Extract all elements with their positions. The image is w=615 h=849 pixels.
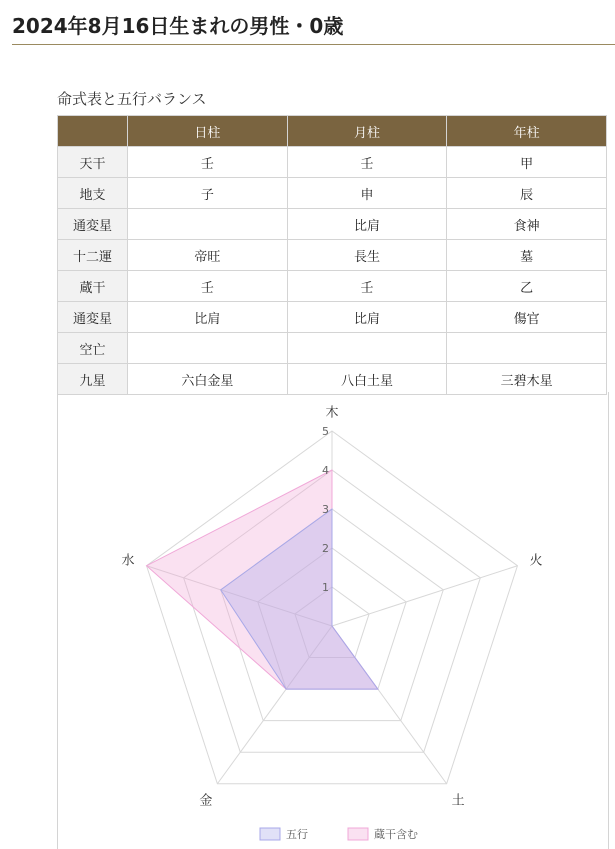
legend-swatch: [348, 828, 368, 840]
header-day-pillar: 日柱: [128, 116, 288, 147]
table-row: [58, 333, 607, 364]
header-year-pillar: 年柱: [447, 116, 607, 147]
tick-label: 2: [322, 542, 329, 555]
table-row: [58, 240, 607, 271]
table-cell: 六白金星: [128, 364, 288, 395]
table-cell: 申: [287, 178, 447, 209]
grid-spoke: [332, 566, 517, 626]
page-title: 2024年8月16日生まれの男性・0歳: [12, 14, 344, 38]
table-cell: [128, 209, 288, 240]
table-cell: 食神: [447, 209, 607, 240]
table-cell: 長生: [287, 240, 447, 271]
tick-label: 4: [322, 464, 329, 477]
table-row: [58, 147, 607, 178]
row-label: 蔵干: [58, 271, 128, 302]
row-label: 十二運: [58, 240, 128, 271]
section-label: 命式表と五行バランス: [57, 90, 207, 108]
category-label: 火: [529, 553, 543, 569]
legend-label: 蔵干含む: [374, 828, 418, 841]
row-label: 通変星: [58, 302, 128, 333]
table-cell: 甲: [447, 147, 607, 178]
table-row: [58, 271, 607, 302]
table-cell: [287, 333, 447, 364]
tick-label: 3: [322, 503, 329, 516]
table-cell: 三碧木星: [447, 364, 607, 395]
table-cell: 墓: [447, 240, 607, 271]
category-label: 水: [121, 553, 135, 569]
table-cell: 乙: [447, 271, 607, 302]
table-cell: 壬: [128, 271, 288, 302]
legend-label: 五行: [286, 828, 308, 841]
table-cell: 比肩: [128, 302, 288, 333]
row-label: 地支: [58, 178, 128, 209]
table-cell: 八白土星: [287, 364, 447, 395]
tick-label: 1: [322, 581, 329, 594]
category-label: 土: [451, 793, 465, 809]
legend-swatch: [260, 828, 280, 840]
header-corner: [58, 116, 128, 147]
table-row: [58, 364, 607, 395]
table-cell: 比肩: [287, 209, 447, 240]
title-divider: [12, 44, 615, 45]
category-label: 木: [325, 405, 339, 421]
row-label: 天干: [58, 147, 128, 178]
row-label: 通変星: [58, 209, 128, 240]
table-row: [58, 302, 607, 333]
category-label: 金: [199, 793, 213, 809]
table-row: [58, 178, 607, 209]
row-label: 空亡: [58, 333, 128, 364]
table-cell: 辰: [447, 178, 607, 209]
table-cell: 壬: [128, 147, 288, 178]
table-row: [58, 209, 607, 240]
table-cell: 壬: [287, 147, 447, 178]
table-cell: 帝旺: [128, 240, 288, 271]
table-cell: [128, 333, 288, 364]
table-cell: 傷官: [447, 302, 607, 333]
table-cell: 子: [128, 178, 288, 209]
radar-chart: [57, 392, 607, 849]
tick-label: 5: [322, 425, 329, 438]
table-cell: 比肩: [287, 302, 447, 333]
table-cell: 壬: [287, 271, 447, 302]
meishiki-table: [57, 115, 607, 395]
table-header-row: [58, 116, 607, 147]
row-label: 九星: [58, 364, 128, 395]
table-cell: [447, 333, 607, 364]
header-month-pillar: 月柱: [287, 116, 447, 147]
